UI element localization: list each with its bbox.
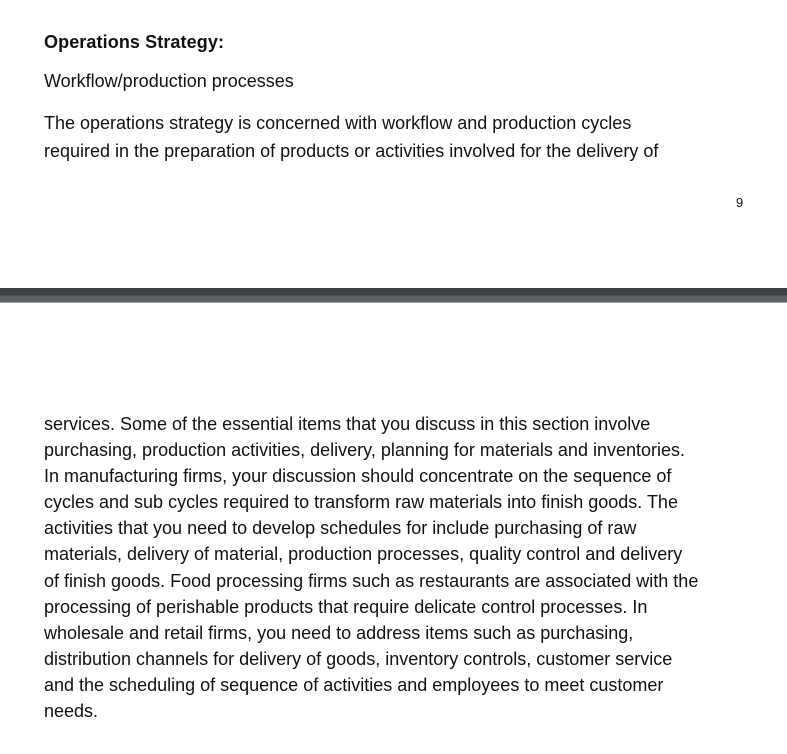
document-page-bottom [0,303,787,754]
paragraph-line: activities that you need to develop schedules for include purchasing of raw [44,518,637,539]
paragraph-line: needs. [44,701,99,722]
page-separator [0,288,787,303]
page-number: 9 [736,195,744,210]
paragraph-line: materials, delivery of material, production processes, quality control and delivery [44,544,683,565]
document-page-top [0,0,787,288]
paragraph-line: of finish goods. Food processing firms such as restaurants are associated with the [44,570,699,591]
subsection-heading: Workflow/production processes [44,71,294,91]
paragraph-continued [44,411,749,724]
paragraph-line: cycles and sub cycles required to transform raw materials into finish goods. The [44,492,678,513]
paragraph-line: distribution channels for delivery of goods, inventory controls, customer service [44,648,673,669]
paragraph-line: and the scheduling of sequence of activities and employees to meet customer [44,674,664,695]
paragraph-line: required in the preparation of products or activities involved for the delivery of [44,140,659,161]
paragraph-line: The operations strategy is concerned with workflow and production cycles [44,113,632,133]
paragraph-line: processing of perishable products that require delicate control processes. In [44,596,648,617]
paragraph-line: services. Some of the essential items that you discuss in this section involve [44,414,651,434]
paragraph-line: purchasing, production activities, delivery, planning for materials and inventories. [44,440,686,461]
section-heading: Operations Strategy: [44,32,225,52]
paragraph-line: wholesale and retail firms, you need to address items such as purchasing, [44,622,634,643]
paragraph-intro [44,110,744,165]
paragraph-line: In manufacturing firms, your discussion should concentrate on the sequence of [44,466,672,487]
